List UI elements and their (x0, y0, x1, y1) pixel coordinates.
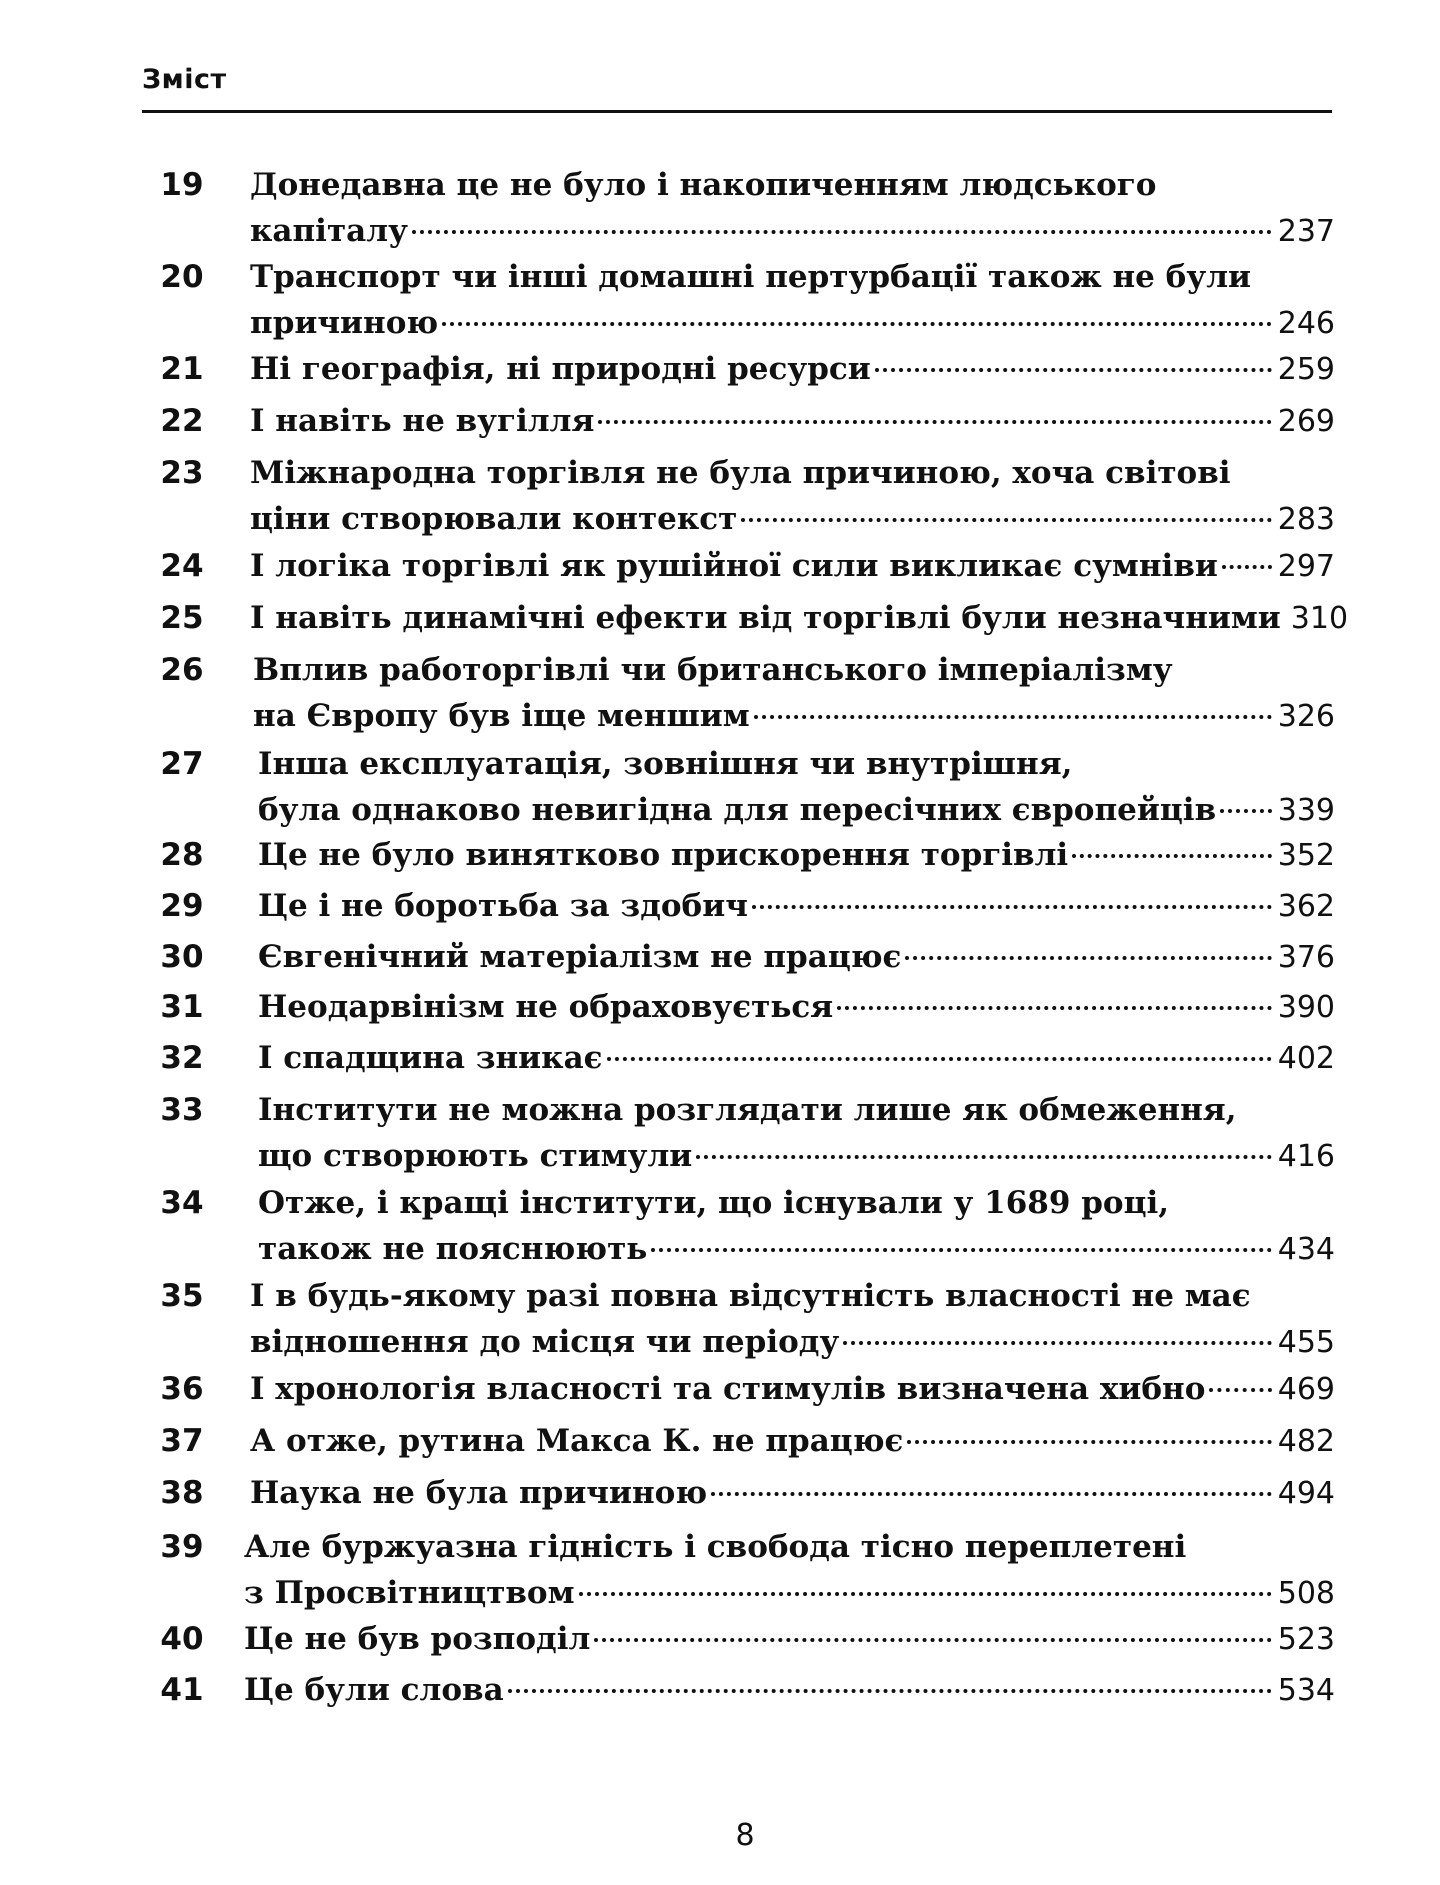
chapter-title-last-line (250, 498, 1335, 541)
chapter-title-text: Це не був розподіл (244, 1621, 591, 1657)
page-ref: 482 (1277, 1424, 1335, 1459)
chapter-title-line: І в будь-якому разі повна відсутність власності не має (250, 1278, 1251, 1314)
dot-leader (837, 1006, 1272, 1010)
dot-leader (711, 1492, 1272, 1496)
chapter-number: 25 (160, 600, 204, 636)
chapter-title-last-line (258, 885, 1335, 928)
page-ref: 402 (1277, 1041, 1335, 1076)
chapter-title-last-line (250, 400, 1335, 443)
chapter-title-line: Донедавна це не було і накопиченням людського (250, 167, 1157, 203)
page-ref: 326 (1277, 699, 1335, 734)
chapter-title-text: ціни створювали контекст (250, 501, 738, 537)
chapter-title-text: І навіть динамічні ефекти від торгівлі були незначними (250, 600, 1281, 636)
page-ref: 376 (1277, 940, 1335, 975)
chapter-number: 34 (160, 1185, 204, 1221)
chapter-title-last-line (250, 348, 1335, 391)
chapter-title-text: А отже, рутина Макса К. не працює (250, 1423, 904, 1459)
dot-leader (907, 1440, 1271, 1444)
running-head: Зміст (142, 64, 227, 95)
dot-leader (843, 1341, 1271, 1345)
chapter-title-last-line (250, 545, 1335, 588)
page-ref: 246 (1277, 306, 1335, 341)
chapter-title-line: Але буржуазна гідність і свобода тісно переплетені (244, 1529, 1187, 1565)
chapter-title-text: на Європу був іще меншим (253, 698, 750, 734)
chapter-title-text: капіталу (250, 213, 408, 249)
chapter-number: 33 (160, 1092, 204, 1128)
page-ref: 523 (1277, 1622, 1335, 1657)
chapter-title-line: Отже, і кращі інститути, що існували у 1689 році, (258, 1185, 1170, 1221)
page-ref: 416 (1277, 1139, 1335, 1174)
chapter-title-text: Неодарвінізм не обраховується (258, 989, 834, 1025)
chapter-title-text: відношення до місця чи періоду (250, 1324, 840, 1360)
dot-leader (1072, 854, 1272, 858)
page-ref: 455 (1277, 1325, 1335, 1360)
page-ref: 259 (1277, 352, 1335, 387)
page-ref: 237 (1277, 214, 1335, 249)
chapter-title-text: що створюють стимули (258, 1138, 693, 1174)
page-ref: 297 (1277, 549, 1335, 584)
page-number: 8 (735, 1818, 755, 1853)
chapter-title-last-line (250, 1368, 1335, 1411)
dot-leader (607, 1057, 1272, 1061)
chapter-number: 26 (160, 652, 204, 688)
chapter-title-text: причиною (250, 305, 439, 341)
chapter-number: 41 (160, 1672, 204, 1708)
chapter-number: 24 (160, 548, 204, 584)
chapter-number: 23 (160, 455, 204, 491)
page-ref: 508 (1277, 1576, 1335, 1611)
chapter-title-last-line (258, 1037, 1335, 1080)
chapter-title-last-line (250, 302, 1335, 345)
chapter-title-text: Ні географія, ні природні ресурси (250, 351, 871, 387)
page-ref: 494 (1277, 1476, 1335, 1511)
dot-leader (741, 518, 1271, 522)
chapter-title-line: Транспорт чи інші домашні пертурбації також не були (250, 259, 1252, 295)
chapter-number: 30 (160, 939, 204, 975)
chapter-title-text: І спадщина зникає (258, 1040, 603, 1076)
dot-leader (875, 368, 1272, 372)
chapter-title-text: також не пояснюють (258, 1231, 648, 1267)
chapter-title-last-line (258, 834, 1335, 877)
chapter-title-last-line (250, 1321, 1335, 1364)
dot-leader (905, 956, 1271, 960)
chapter-title-last-line (244, 1618, 1335, 1661)
chapter-title-text: І логіка торгівлі як рушійної сили викликає сумніви (250, 548, 1218, 584)
page-ref: 534 (1277, 1673, 1335, 1708)
dot-leader (442, 322, 1272, 326)
dot-leader (508, 1689, 1272, 1693)
chapter-title-last-line (253, 695, 1335, 738)
page-ref: 390 (1277, 990, 1335, 1025)
chapter-title-last-line (250, 1472, 1335, 1515)
page-ref: 283 (1277, 502, 1335, 537)
chapter-title-text: Це і не боротьба за здобич (258, 888, 748, 924)
chapter-title-last-line (258, 986, 1335, 1029)
chapter-title-last-line (244, 1572, 1335, 1615)
dot-leader (594, 1638, 1271, 1642)
chapter-title-last-line (258, 1135, 1335, 1178)
chapter-number: 31 (160, 989, 204, 1025)
header-rule (142, 110, 1332, 113)
chapter-title-last-line (244, 1669, 1335, 1712)
dot-leader (412, 230, 1272, 234)
chapter-number: 19 (160, 167, 204, 203)
chapter-title-last-line (258, 936, 1335, 979)
chapter-title-line: Інститути не можна розглядати лише як обмеження, (258, 1092, 1237, 1128)
chapter-title-last-line (258, 789, 1335, 832)
dot-leader (696, 1155, 1271, 1159)
page-ref: 339 (1277, 793, 1335, 828)
chapter-title-last-line (258, 1228, 1335, 1271)
chapter-title-text: Це були слова (244, 1672, 504, 1708)
chapter-title-last-line (250, 597, 1349, 640)
chapter-number: 32 (160, 1040, 204, 1076)
dot-leader (598, 420, 1271, 424)
page-ref: 469 (1277, 1372, 1335, 1407)
chapter-title-text: Наука не була причиною (250, 1475, 708, 1511)
chapter-number: 28 (160, 837, 204, 873)
dot-leader (1209, 1388, 1271, 1392)
page-ref: 269 (1277, 404, 1335, 439)
chapter-title-last-line (250, 1420, 1335, 1463)
page-ref: 434 (1277, 1232, 1335, 1267)
chapter-number: 22 (160, 403, 204, 439)
chapter-number: 21 (160, 351, 204, 387)
dot-leader (1220, 809, 1272, 813)
chapter-title-last-line (250, 210, 1335, 253)
page-ref: 310 (1290, 601, 1349, 636)
chapter-title-text: Євгенічний матеріалізм не працює (258, 939, 902, 975)
chapter-number: 29 (160, 888, 204, 924)
chapter-number: 38 (160, 1475, 204, 1511)
page-ref: 352 (1277, 838, 1335, 873)
dot-leader (1222, 565, 1272, 569)
dot-leader (651, 1248, 1271, 1252)
chapter-title-text: І хронологія власності та стимулів визначена хибно (250, 1371, 1206, 1407)
chapter-number: 35 (160, 1278, 204, 1314)
chapter-number: 36 (160, 1371, 204, 1407)
chapter-title-line: Вплив работоргівлі чи британського імперіалізму (253, 652, 1173, 688)
chapter-title-text: І навіть не вугілля (250, 403, 595, 439)
chapter-number: 20 (160, 259, 204, 295)
chapter-title-text: була однаково невигідна для пересічних європейців (258, 792, 1217, 828)
chapter-title-text: з Просвітництвом (244, 1575, 575, 1611)
chapter-title-line: Інша експлуатація, зовнішня чи внутрішня, (258, 746, 1073, 782)
dot-leader (752, 905, 1272, 909)
page-ref: 362 (1277, 889, 1335, 924)
chapter-number: 39 (160, 1529, 204, 1565)
chapter-title-text: Це не було винятково прискорення торгівлі (258, 837, 1069, 873)
dot-leader (754, 715, 1272, 719)
chapter-title-line: Міжнародна торгівля не була причиною, хоча світові (250, 455, 1231, 491)
chapter-number: 27 (160, 746, 204, 782)
dot-leader (579, 1592, 1272, 1596)
chapter-number: 40 (160, 1621, 204, 1657)
chapter-number: 37 (160, 1423, 204, 1459)
